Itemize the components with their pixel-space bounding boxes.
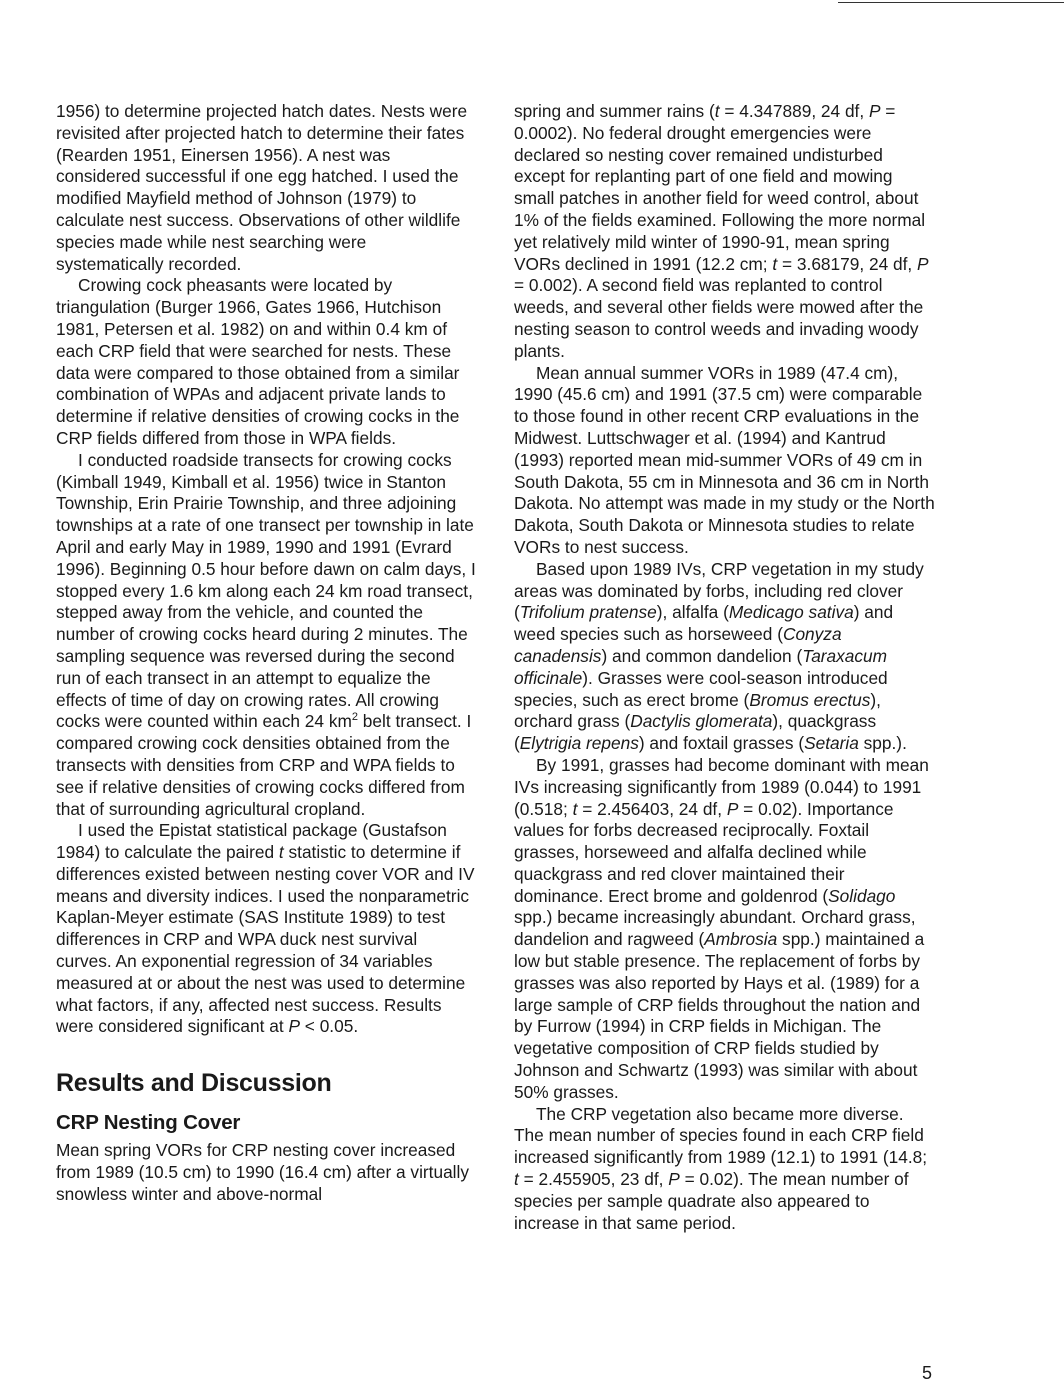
subsection-heading: CRP Nesting Cover bbox=[56, 1111, 241, 1135]
paragraph: By 1991, grasses had become dominant with mean IVs increasing significantly from 1989 (0.044) to 1991 (0.518; t = 2.456403, 24 df, P = 0.02). Importance values for forbs decreased reciprocally. Foxtail grasses, horseweed and alfalfa declined while quackgrass and red clover maintained their dominance. Erect brome and goldenrod (Solidago spp.) became increasingly abundant. Orchard grass, dandelion and ragweed (Ambrosia spp.) maintained a low but stable presence. The replacement of forbs by grasses was also reported by Hays et al. (1989) for a large sample of CRP fields throughout the nation and by Furrow (1994) in CRP fields in Michigan. The vegetative composition of CRP fields studied by Johnson and Schwartz (1993) was similar with about 50% grasses. bbox=[514, 754, 929, 1102]
left-column bbox=[56, 101, 476, 1206]
paragraph: spring and summer rains (t = 4.347889, 24 df, P = 0.0002). No federal drought emergencies were declared so nesting cover remained undisturbed except for replanting part of one field and mowing small patches in another field for weed control, about 1% of the fields examined. Following the more normal yet relatively mild winter of 1990-91, mean spring VORs declined in 1991 (12.2 cm; t = 3.68179, 24 df, P = 0.002). A second field was replanted to control weeds, and several other fields were mowed after the nesting season to control weeds and invading woody plants. bbox=[514, 101, 929, 361]
right-column bbox=[514, 101, 936, 1234]
paragraph: Crowing cock pheasants were located by triangulation (Burger 1966, Gates 1966, Hutchison 1981, Petersen et al. 1982) on and within 0.4 km of each CRP field that were searched for nests. These data were compared to those obtained from a similar combination of WPAs and adjacent private lands to determine if relative densities of crowing cocks in the CRP fields differed from those in WPA fields. bbox=[56, 275, 460, 448]
section-heading: Results and Discussion bbox=[56, 1069, 332, 1098]
paragraph: 1956) to determine projected hatch dates. Nests were revisited after projected hatch to determine their fates (Rearden 1951, Einersen 1956). A nest was considered successful if one egg hatched. I used the modified Mayfield method of Johnson (1979) to calculate nest success. Observations of other wildlife species made while nest searching were systematically recorded. bbox=[56, 101, 468, 274]
paragraph: The CRP vegetation also became more diverse. The mean number of species found in each CRP field increased significantly from 1989 (12.1) to 1991 (14.8; t = 2.455905, 23 df, P = 0.02). The mean number of species per sample quadrate also appeared to increase in that same period. bbox=[514, 1103, 928, 1233]
paragraph: I used the Epistat statistical package (Gustafson 1984) to calculate the paired t statistic to determine if differences existed between nesting cover VOR and IV means and diversity indices. I used the nonparametric Kaplan-Meyer estimate (SAS Institute 1989) to test differences in CRP and WPA duck nest survival curves. An exponential regression of 34 variables measured at or about the nest was used to determine what factors, if any, affected nest success. Results were considered significant at P < 0.05. bbox=[56, 820, 475, 1037]
top-rule bbox=[838, 2, 1064, 3]
paragraph: Mean spring VORs for CRP nesting cover increased from 1989 (10.5 cm) to 1990 (16.4 cm) after a virtually snowless winter and above-normal bbox=[56, 1140, 470, 1204]
paragraph: I conducted roadside transects for crowing cocks (Kimball 1949, Kimball et al. 1956) twice in Stanton Township, Erin Prairie Township, and three adjoining townships at a rate of one transect per township in late April and early May in 1989, 1990 and 1991 (Evrard 1996). Beginning 0.5 hour before dawn on calm days, I stopped every 1.6 km along each 24 km road transect, stepped away from the vehicle, and counted the number of crowing cocks heard during 2 minutes. The sampling sequence was reversed during the second run of each transect in an attempt to equalize the effects of time of day on crowing rates. All crowing cocks were counted within each 24 $km^2$ belt transect. I compared crowing cock densities obtained from the transects with densities from CRP and WPA fields to see if relative densities of crowing cocks differed from that of surrounding agricultural cropland. bbox=[56, 449, 476, 819]
superscript: 2 bbox=[351, 711, 358, 724]
page-number: 5 bbox=[921, 1363, 932, 1383]
paragraph: Mean annual summer VORs in 1989 (47.4 cm), 1990 (45.6 cm) and 1991 (37.5 cm) were comparable to those found in other recent CRP evaluations in the Midwest. Luttschwager et al. (1994) and Kantrud (1993) reported mean mid-summer VORs of 49 cm in South Dakota, 55 cm in Minnesota and 36 cm in North Dakota. No attempt was made in my study or the North Dakota, South Dakota or Minnesota studies to relate VORs to nest success. bbox=[514, 362, 935, 557]
paragraph: Based upon 1989 IVs, CRP vegetation in my study areas was dominated by forbs, including red clover (Trifolium pratense), alfalfa (Medicago sativa) and weed species such as horseweed (Conyza canadensis) and common dandelion (Taraxacum officinale). Grasses were cool-season introduced species, such as erect brome (Bromus erectus), orchard grass (Dactylis glomerata), quackgrass (Elytrigia repens) and foxtail grasses (Setaria spp.). bbox=[514, 558, 924, 754]
